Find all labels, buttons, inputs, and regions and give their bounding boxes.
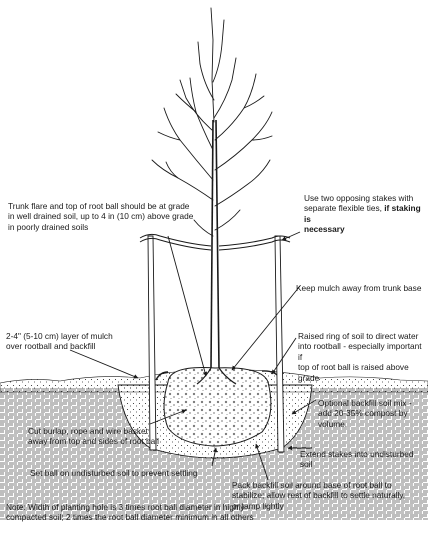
label-stakes-emphasis: if staking is necessary [304, 203, 421, 235]
label-pack-backfill: Pack backfill soil around base of root ball to stabilize; allow rest of backfill to settle naturally, or tamp lightly [232, 480, 406, 511]
label-set-ball: Set ball on undisturbed soil to prevent settling [30, 468, 198, 478]
root-ball [164, 368, 271, 446]
label-backfill-mix: Optional backfill soil mix - add 20-35% compost by volume. [318, 398, 412, 429]
label-raised-ring: Raised ring of soil to direct water into rootball - especially important if top of root ball is raised above grade [298, 331, 422, 383]
leader-mulch-away [232, 286, 300, 370]
leader-trunk-flare [168, 236, 206, 376]
label-mulch-layer: 2-4" (5-10 cm) layer of mulch over rootball and backfill [6, 331, 113, 352]
label-burlap: Cut burlap, rope and wire basket away from top and sides of root ball [28, 426, 159, 447]
label-stakes-text: Use two opposing stakes with separate flexible ties, [304, 193, 414, 214]
label-extend-stakes: Extend stakes into undisturbed soil [300, 449, 414, 470]
flexible-ties [140, 234, 290, 250]
label-stakes [304, 193, 422, 235]
leader-raised-ring [272, 338, 296, 374]
label-mulch-away: Keep mulch away from trunk base [296, 283, 422, 293]
label-trunk-flare: Trunk flare and top of root ball should be at grade in well drained soil, up to 4 in (10 cm) above grade in poorly drained soils [8, 201, 194, 232]
label-note: Note: Width of planting hole is 3 times root ball diameter in highly compacted soil; 2 times the root ball diameter minimum in all others [6, 502, 254, 523]
leader-mulch-layer [70, 350, 138, 378]
